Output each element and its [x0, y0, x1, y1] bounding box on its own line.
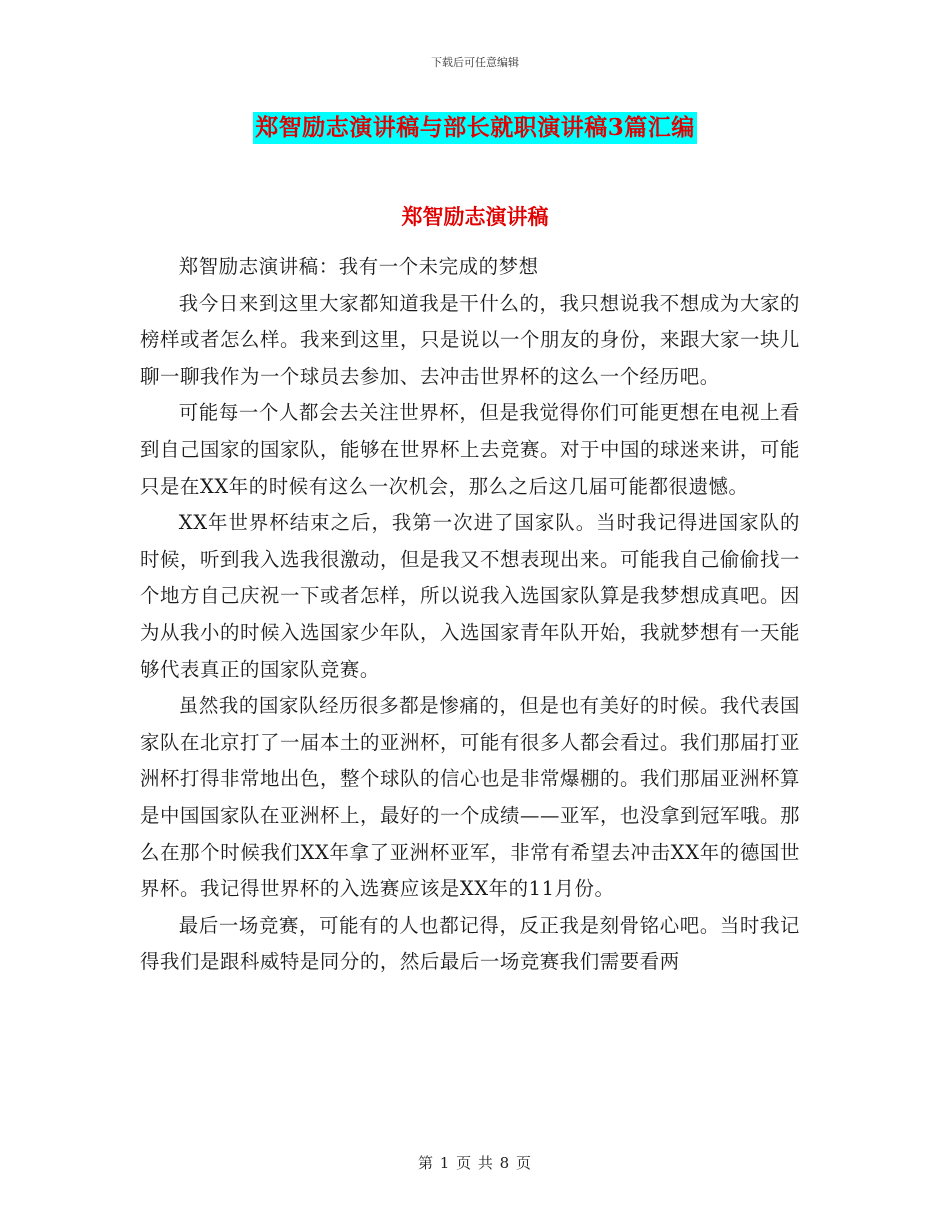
paragraph: 我今日来到这里大家都知道我是干什么的，我只想说我不想成为大家的榜样或者怎么样。我来到这里，只是说以一个朋友的身份，来跟大家一块儿聊一聊我作为一个球员去参加、去冲击世界杯的这么一个经历吧。 — [140, 291, 800, 388]
paragraph: 虽然我的国家队经历很多都是惨痛的，但是也有美好的时候。我代表国家队在北京打了一届本土的亚洲杯，可能有很多人都会看过。我们那届打亚洲杯打得非常地出色，整个球队的信心也是非常爆棚的。我们那届亚洲杯算是中国国家队在亚洲杯上，最好的一个成绩——亚军，也没拿到冠军哦。那么在那个时候我们XX年拿了亚洲杯亚军，非常有希望去冲击XX年的德国世界杯。我记得世界杯的入选赛应该是XX年的11月份。 — [140, 694, 800, 901]
page-number-footer: 第 1 页 共 8 页 — [418, 1154, 532, 1172]
body-text — [140, 249, 800, 981]
paragraph: 最后一场竞赛，可能有的人也都记得，反正我是刻骨铭心吧。当时我记得我们是跟科威特是同分的，然后最后一场竞赛我们需要看两 — [140, 913, 800, 974]
section-title: 郑智励志演讲稿 — [401, 204, 549, 229]
header-note: 下载后可任意编辑 — [431, 56, 519, 69]
paragraph: 可能每一个人都会去关注世界杯，但是我觉得你们可能更想在电视上看到自己国家的国家队，能够在世界杯上去竞赛。对于中国的球迷来讲，可能只是在XX年的时候有这么一次机会，那么之后这几届可能都很遗憾。 — [140, 401, 800, 498]
paragraph: 郑智励志演讲稿：我有一个未完成的梦想 — [178, 255, 539, 278]
paragraph: XX年世界杯结束之后，我第一次进了国家队。当时我记得进国家队的时候，听到我入选我很激动，但是我又不想表现出来。可能我自己偷偷找一个地方自己庆祝一下或者怎样，所以说我入选国家队算是我梦想成真吧。因为从我小的时候入选国家少年队，入选国家青年队开始，我就梦想有一天能够代表真正的国家队竞赛。 — [140, 511, 800, 681]
main-title: 郑智励志演讲稿与部长就职演讲稿3篇汇编 — [253, 112, 697, 144]
main-title-container — [0, 112, 950, 144]
